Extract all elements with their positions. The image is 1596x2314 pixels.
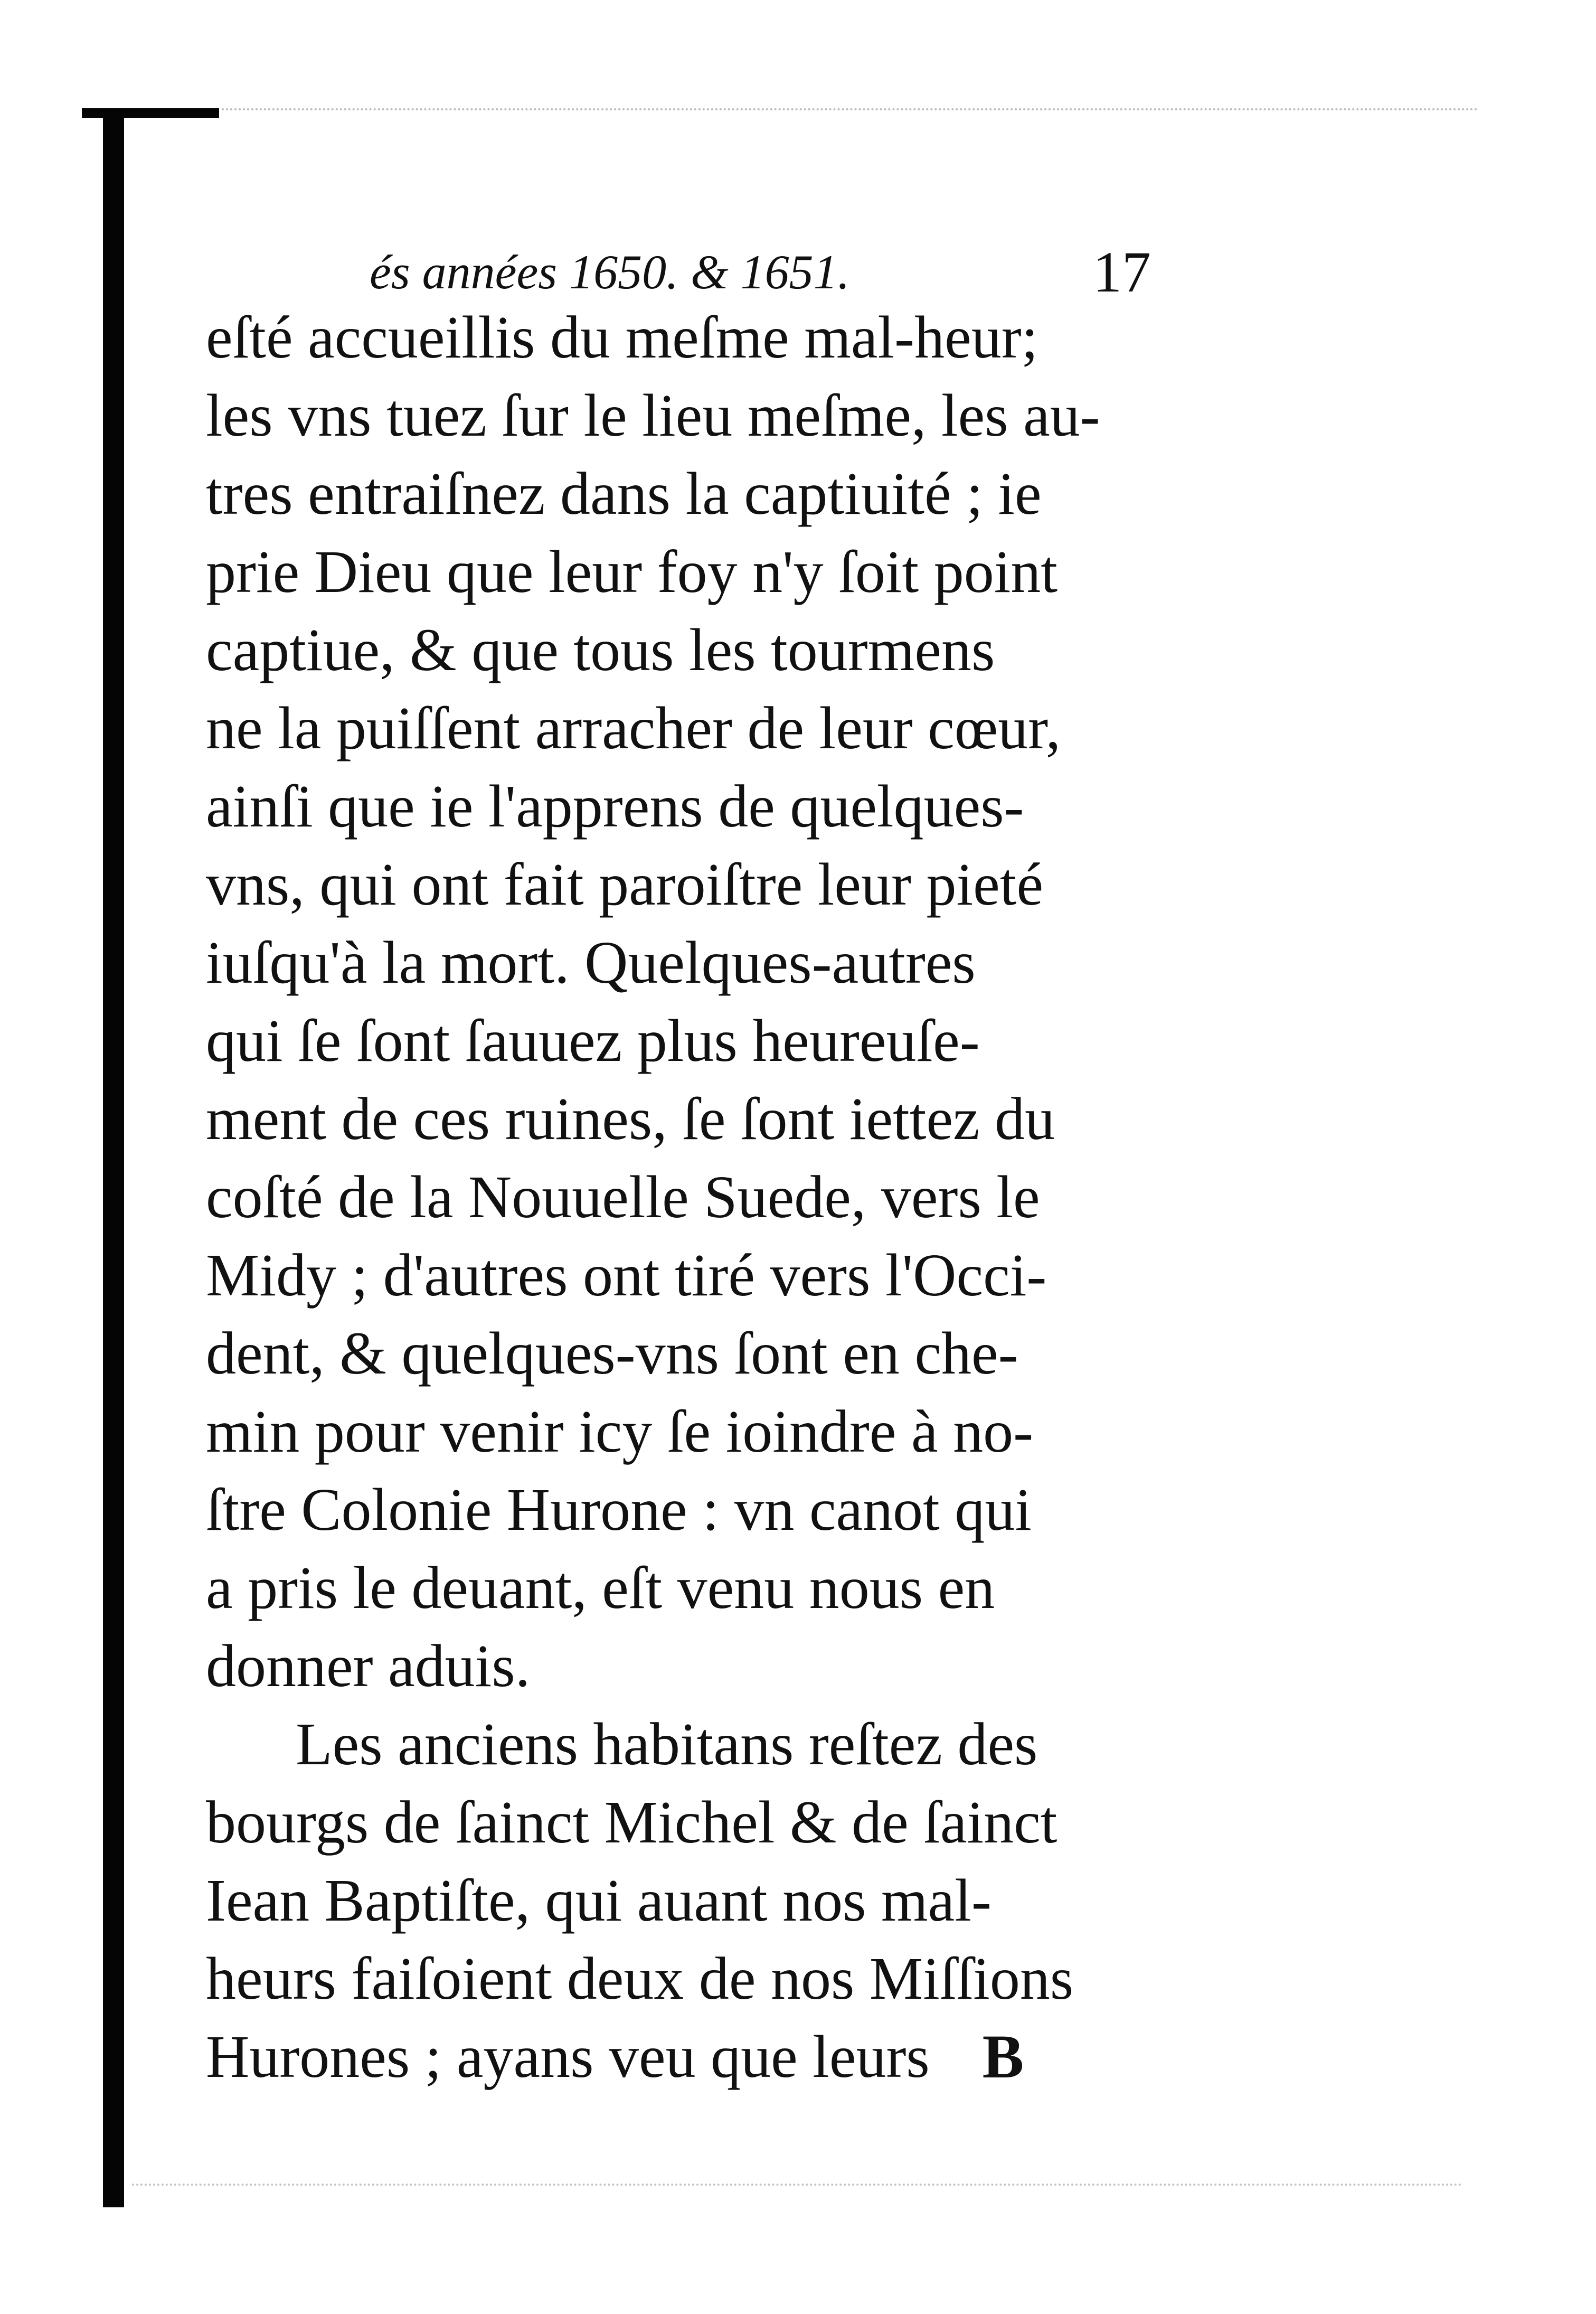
text-line: min pour venir icy ſe ioindre à no- bbox=[206, 1398, 1034, 1465]
text-line: qui ſe ſont ſauuez plus heureuſe- bbox=[206, 1007, 980, 1074]
text-line: heurs faiſoient deux de nos Miſſions bbox=[206, 1945, 1074, 2012]
text-line: tres entraiſnez dans la captiuité ; ie bbox=[206, 460, 1042, 527]
text-line: dent, & quelques-vns ſont en che- bbox=[206, 1320, 1018, 1387]
text-line: Hurones ; ayans veu que leurs bbox=[206, 2023, 930, 2090]
body-text bbox=[206, 298, 1209, 2096]
text-line: prie Dieu que leur foy n'y ſoit point bbox=[206, 538, 1058, 605]
text-line: coſté de la Nouuelle Suede, vers le bbox=[206, 1163, 1040, 1230]
text-line: les vns tuez ſur le lieu meſme, les au- bbox=[206, 382, 1100, 449]
text-line: a pris le deuant, eſt venu nous en bbox=[206, 1554, 995, 1621]
text-line: eſté accueillis du meſme mal-heur; bbox=[206, 304, 1038, 371]
text-line: Midy ; d'autres ont tiré vers l'Occi- bbox=[206, 1241, 1047, 1309]
text-line: bourgs de ſainct Michel & de ſainct bbox=[206, 1789, 1057, 1856]
text-line: Iean Baptiſte, qui auant nos mal- bbox=[206, 1867, 991, 1934]
top-speckle-line bbox=[222, 108, 1478, 114]
text-line: iuſqu'à la mort. Quelques-autres bbox=[206, 929, 976, 996]
text-line: ne la puiſſent arracher de leur cœur, bbox=[206, 694, 1061, 761]
bottom-speckle-line bbox=[132, 2184, 1462, 2189]
binding-edge-rule bbox=[103, 111, 124, 2207]
paragraph-start-line: Les anciens habitans reſtez des bbox=[296, 1710, 1038, 1777]
page-number: 17 bbox=[1093, 240, 1151, 304]
text-line: ment de ces ruines, ſe ſont iettez du bbox=[206, 1085, 1055, 1152]
text-line: donner aduis. bbox=[206, 1632, 531, 1699]
text-line: vns, qui ont fait paroiſtre leur pieté bbox=[206, 851, 1044, 918]
top-rule bbox=[82, 108, 219, 118]
signature-mark: B bbox=[982, 2022, 1024, 2091]
text-line: ſtre Colonie Hurone : vn canot qui bbox=[206, 1476, 1032, 1543]
running-header: és années 1650. & 1651. bbox=[370, 245, 850, 299]
text-line: captiue, & que tous les tourmens bbox=[206, 616, 995, 683]
text-line: ainſi que ie l'apprens de quelques- bbox=[206, 773, 1024, 840]
